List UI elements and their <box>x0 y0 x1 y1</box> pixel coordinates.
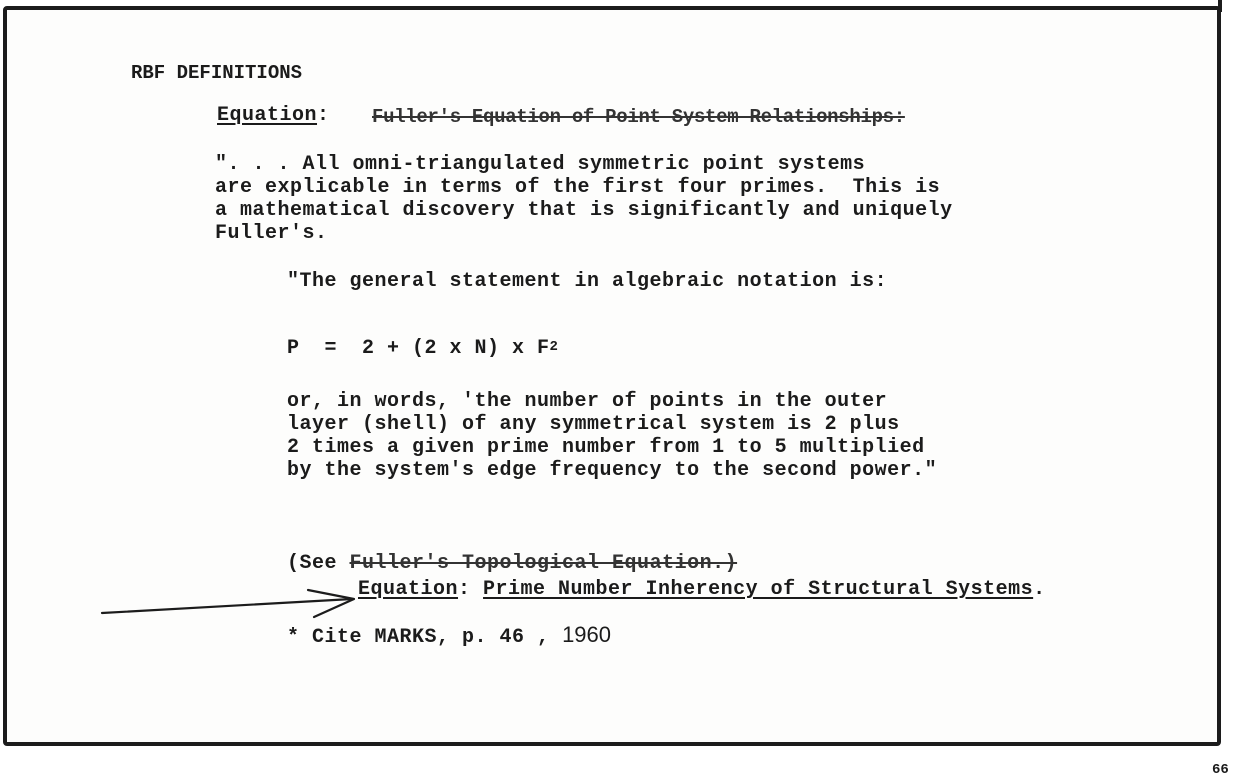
struck-see-title: Fuller's Topological Equation.) <box>349 552 738 575</box>
words-line: by the system's edge frequency to the second power." <box>287 459 938 482</box>
struck-equation-title: Fuller's Equation of Point System Relationships: <box>372 106 905 128</box>
formula <box>287 337 558 362</box>
words-line: or, in words, 'the number of points in the outer <box>287 390 888 413</box>
see-reference <box>287 552 737 575</box>
quote-paragraph <box>215 153 953 245</box>
inserted-equation-line <box>358 578 1046 601</box>
quote-line: ". . . All omni-triangulated symmetric point systems <box>215 153 866 176</box>
see-prefix: (See <box>287 552 350 575</box>
general-statement: "The general statement in algebraic notation is: <box>287 270 888 293</box>
equation-label-line <box>217 104 330 127</box>
equation-colon: : <box>317 104 330 127</box>
citation <box>287 623 611 649</box>
quote-line: a mathematical discovery that is significantly and uniquely <box>215 199 953 222</box>
citation-separator: , <box>524 626 563 649</box>
formula-body: P = 2 + (2 x N) x F <box>287 337 550 360</box>
equation-label: Equation <box>217 104 318 127</box>
words-paragraph <box>287 390 937 482</box>
formula-exponent: 2 <box>549 339 559 355</box>
citation-year-handwritten: 1960 <box>562 622 612 647</box>
words-line: 2 times a given prime number from 1 to 5 multiplied <box>287 436 925 459</box>
inserted-period: . <box>1033 578 1046 601</box>
inserted-equation-title: Prime Number Inherency of Structural Systems <box>483 578 1034 601</box>
card-edge-mark <box>1218 0 1222 12</box>
quote-line: Fuller's. <box>215 222 328 245</box>
words-line: layer (shell) of any symmetrical system is 2 plus <box>287 413 900 436</box>
page-number: 66 <box>1212 762 1229 778</box>
quote-line: are explicable in terms of the first four primes. This is <box>215 176 941 199</box>
inserted-equation-label: Equation <box>358 578 459 601</box>
citation-text: * Cite MARKS, p. 46 <box>287 626 525 649</box>
inserted-colon: : <box>458 578 484 601</box>
card-heading: RBF DEFINITIONS <box>131 62 303 84</box>
handwritten-arrow-icon <box>100 585 360 619</box>
